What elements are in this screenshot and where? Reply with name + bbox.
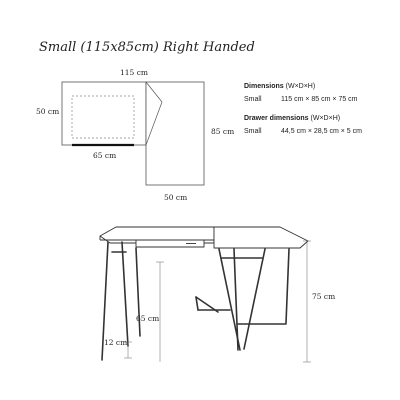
dimensions-size: Small	[244, 96, 262, 103]
plan-left-depth-label: 50 cm	[36, 107, 60, 116]
side-leg-back-left	[122, 242, 128, 346]
plan-width-label: 115 cm	[120, 68, 149, 77]
side-leg-back-right	[244, 249, 265, 349]
plan-drawer-width-label: 65 cm	[93, 151, 117, 160]
height-label: 75 cm	[312, 292, 336, 301]
dimensions-value: 115 cm × 85 cm × 75 cm	[281, 96, 358, 103]
leg-height-label: 65 cm	[136, 314, 160, 323]
dimensions-heading: Dimensions	[244, 83, 284, 90]
drawer-dimensions-size: Small	[244, 128, 262, 135]
page-title: Small (115x85cm) Right Handed	[39, 40, 255, 55]
foot-height-label: 12 cm	[104, 338, 128, 347]
drawer-dimensions-unit-note: (W×D×H)	[310, 115, 341, 122]
side-leg-mid-right	[234, 249, 238, 350]
plan-right-depth-label: 85 cm	[211, 127, 235, 136]
drawer-dimensions-heading: Drawer dimensions	[244, 115, 309, 122]
side-tabletop-right	[214, 227, 308, 248]
side-leg-far-right	[286, 249, 289, 323]
dimensions-unit-note: (W×D×H)	[285, 83, 316, 90]
plan-bottom-width-label: 50 cm	[164, 193, 188, 202]
drawer-dimensions-value: 44,5 cm × 28,5 cm × 5 cm	[281, 128, 362, 135]
